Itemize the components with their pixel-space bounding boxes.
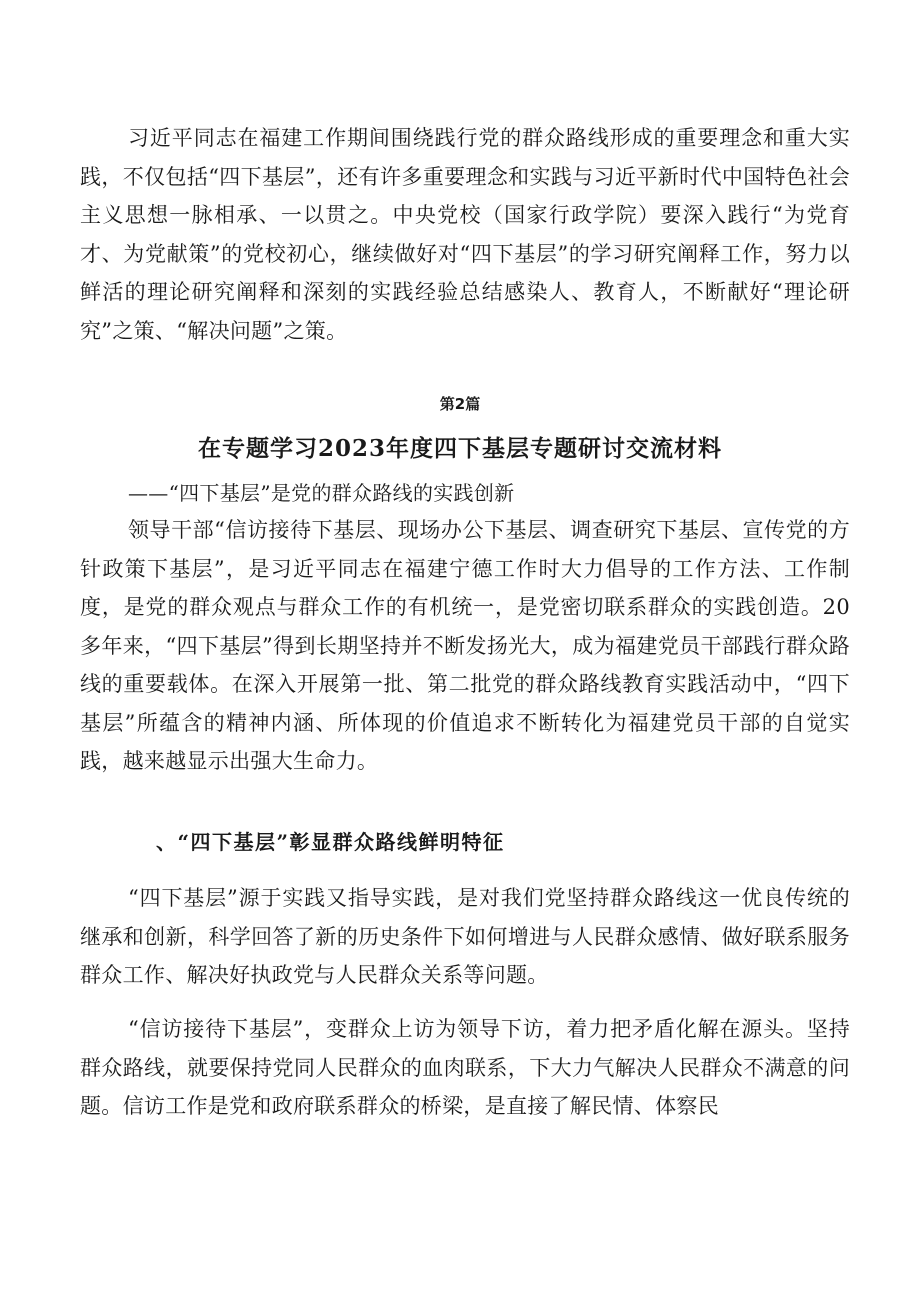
section-heading: 、“四下基层”彰显群众路线鲜明特征	[156, 830, 505, 854]
section-label: 第2篇	[439, 395, 481, 413]
body-paragraph: “信访接待下基层”，变群众上访为领导下访，着力把矛盾化解在源头。坚持群众路线，就要保持党同人民群众的血肉联系，下大力气解决人民群众不满意的问题。信访工作是党和政府联系群众的桥梁，是直接了解民情、体察民	[80, 1017, 850, 1118]
document-subtitle: ——“四下基层”是党的群众路线的实践创新	[128, 481, 515, 505]
document-title: 在专题学习2023年度四下基层专题研讨交流材料	[197, 435, 722, 462]
body-paragraph: 领导干部“信访接待下基层、现场办公下基层、调查研究下基层、宣传党的方针政策下基层”，是习近平同志在福建宁德工作时大力倡导的工作方法、工作制度，是党的群众观点与群众工作的有机统一，是党密切联系群众的实践创造。20多年来，“四下基层”得到长期坚持并不断发扬光大，成为福建党员干部践行群众路线的重要载体。在深入开展第一批、第二批党的群众路线教育实践活动中，“四下基层”所蕴含的精神内涵、所体现的价值追求不断转化为福建党员干部的自觉实践，越来越显示出强大生命力。	[80, 518, 850, 773]
body-paragraph: 习近平同志在福建工作期间围绕践行党的群众路线形成的重要理念和重大实践，不仅包括“四下基层”，还有许多重要理念和实践与习近平新时代中国特色社会主义思想一脉相承、一以贯之。中央党校（国家行政学院）要深入践行“为党育才、为党献策”的党校初心，继续做好对“四下基层”的学习研究阐释工作，努力以鲜活的理论研究阐释和深刻的实践经验总结感染人、教育人，不断献好“理论研究”之策、“解决问题”之策。	[80, 126, 850, 343]
body-paragraph: “四下基层”源于实践又指导实践，是对我们党坚持群众路线这一优良传统的继承和创新，科学回答了新的历史条件下如何增进与人民群众感情、做好联系服务群众工作、解决好执政党与人民群众关系等问题。	[80, 886, 850, 987]
